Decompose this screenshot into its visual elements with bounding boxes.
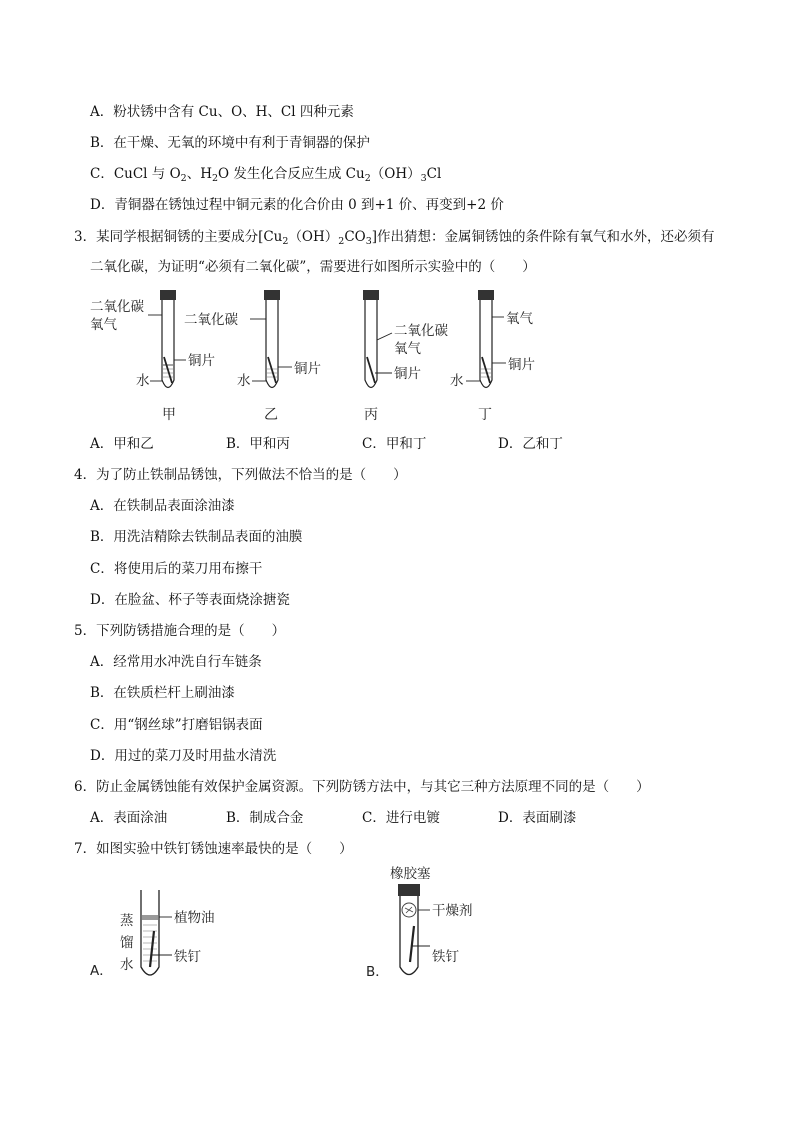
q6-option-b: B．制成合金	[226, 810, 304, 826]
copper-strip-bing	[367, 357, 375, 383]
caption-yi: 乙	[264, 407, 278, 423]
label-copper-ding: 铜片	[508, 357, 535, 373]
q6-option-d: D．表面刷漆	[498, 810, 577, 826]
q4-option-d: D．在脸盆、杯子等表面烧涂搪瓷	[90, 592, 290, 608]
stopper-yi	[264, 290, 280, 300]
label-co2-yi: 二氧化碳	[184, 312, 238, 328]
q6-stem: 6．防止金属锈蚀能有效保护金属资源。下列防锈方法中，与其它三种方法原理不同的是（ ）	[74, 779, 650, 795]
q3-option-d: D．乙和丁	[498, 436, 563, 452]
q7-a-oil-label: 植物油	[174, 910, 215, 926]
q3-option-b: B．甲和丙	[226, 436, 290, 452]
q7-a-oil-layer	[142, 915, 158, 920]
q5-stem: 5．下列防锈措施合理的是（ ）	[74, 623, 286, 639]
q3-stem-line2: 二氧化碳，为证明“必须有二氧化碳”，需要进行如图所示实验中的（ ）	[90, 259, 536, 275]
label-copper-jia: 铜片	[188, 353, 215, 369]
label-water-ding: 水	[450, 373, 464, 389]
label-o2-bing: 氧气	[394, 341, 421, 357]
caption-jia: 甲	[162, 407, 176, 423]
q2-option-c: C．CuCl 与 $O_2$、$H_2O$ 发生化合反应生成 $Cu_2(OH)_3Cl$	[90, 166, 442, 184]
label-o2-ding: 氧气	[506, 311, 533, 327]
tube-body-jia	[162, 300, 174, 388]
q7-stem: 7．如图实验中铁钉锈蚀速率最快的是（ ）	[74, 841, 353, 857]
caption-ding: 丁	[478, 407, 492, 423]
stopper-jia	[160, 290, 176, 300]
q7-diagram-a	[88, 885, 228, 990]
q7-a-water-char1: 蒸	[120, 913, 134, 929]
stopper-bing	[363, 290, 379, 300]
q7-b-nail-label: 铁钉	[432, 949, 459, 965]
label-co2-jia: 二氧化碳	[90, 299, 144, 315]
q3-stem: 3．某同学根据铜锈的主要成分$[Cu_2(OH)_2CO_3]$作出猜想：金属铜锈蚀的条件除有氧气和水外，还必须有	[74, 229, 715, 247]
q5-option-d: D．用过的菜刀及时用盐水清洗	[90, 748, 277, 764]
q2-option-a: A．粉状锈中含有 Cu、O、H、Cl 四种元素	[90, 104, 354, 120]
q7-b-stopper	[398, 884, 420, 896]
q5-option-b: B．在铁质栏杆上刷油漆	[90, 685, 235, 701]
label-copper-yi: 铜片	[294, 361, 321, 377]
q2-option-d: D．青铜器在锈蚀过程中铜元素的化合价由 0 到+1 价、再变到+2 价	[90, 197, 504, 213]
q7-a-nail-label: 铁钉	[174, 949, 201, 965]
tube-body-yi	[266, 300, 278, 388]
q3-option-c: C．甲和丁	[362, 436, 427, 452]
q7-b-desiccant-label: 干燥剂	[432, 903, 473, 919]
tube-bing	[363, 290, 448, 423]
q7-a-water-char3: 水	[120, 957, 134, 973]
tube-body-ding	[480, 300, 492, 388]
copper-strip-yi	[268, 357, 276, 383]
q2-option-b: B．在干燥、无氧的环境中有利于青铜器的保护	[90, 135, 370, 151]
tube-jia	[90, 290, 215, 423]
stopper-ding	[478, 290, 494, 300]
q6-option-a: A．表面涂油	[90, 810, 168, 826]
q6-option-c: C．进行电镀	[362, 810, 440, 826]
q4-option-c: C．将使用后的菜刀用布擦干	[90, 561, 263, 577]
label-o2-jia: 氧气	[90, 317, 117, 333]
q7-diagram-b	[364, 862, 504, 990]
tube-body-bing	[365, 300, 377, 388]
copper-strip-jia	[164, 357, 172, 383]
q5-option-a: A．经常用水冲洗自行车链条	[90, 654, 262, 670]
q7-b-stopper-label: 橡胶塞	[390, 866, 431, 882]
label-co2-bing: 二氧化碳	[394, 323, 448, 339]
q7-a-water-char2: 馏	[120, 935, 134, 951]
copper-strip-ding	[482, 357, 490, 383]
q4-option-b: B．用洗洁精除去铁制品表面的油膜	[90, 529, 303, 545]
q3-test-tube-diagram	[80, 285, 560, 425]
label-water-yi: 水	[237, 373, 251, 389]
tube-ding	[450, 290, 535, 423]
q4-stem: 4．为了防止铁制品锈蚀，下列做法不恰当的是（ ）	[74, 467, 407, 483]
q3-option-a: A．甲和乙	[90, 436, 154, 452]
q7-b-nail	[410, 926, 414, 962]
q7-a-label: A．	[90, 963, 113, 979]
caption-bing: 丙	[364, 407, 378, 423]
q4-option-a: A．在铁制品表面涂油漆	[90, 498, 235, 514]
label-copper-bing: 铜片	[394, 366, 421, 382]
q7-b-label: B．	[366, 964, 389, 980]
label-water-jia: 水	[136, 373, 150, 389]
q5-option-c: C．用“钢丝球”打磨铝锅表面	[90, 717, 263, 733]
